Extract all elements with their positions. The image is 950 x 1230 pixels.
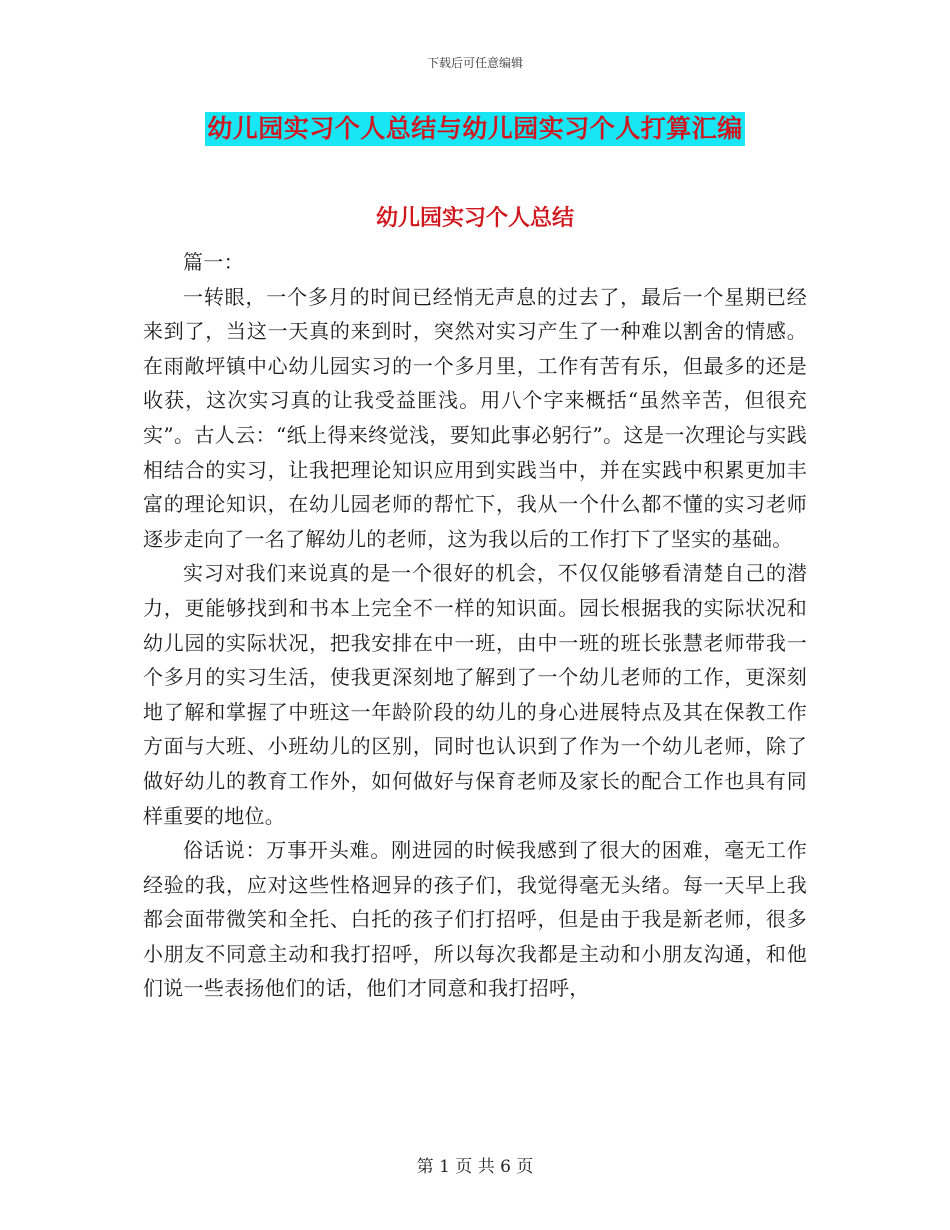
section-title: 幼儿园实习个人总结 xyxy=(375,205,574,231)
document-title xyxy=(0,112,950,146)
document-title-text: 幼儿园实习个人总结与幼儿园实习个人打算汇编 xyxy=(205,112,745,146)
paragraph: 俗话说：万事开头难。刚进园的时候我感到了很大的困难，毫无工作经验的我，应对这些性格迥异的孩子们，我觉得毫无头绪。每一天早上我都会面带微笑和全托、白托的孩子们打招呼，但是由于我是新老师，很多小朋友不同意主动和我打招呼，所以每次我都是主动和小朋友沟通，和他们说一些表扬他们的话，他们才同意和我打招呼， xyxy=(143,838,807,1001)
paragraph: 一转眼，一个多月的时间已经悄无声息的过去了，最后一个星期已经来到了，当这一天真的来到时，突然对实习产生了一种难以割舍的情感。在雨敞坪镇中心幼儿园实习的一个多月里，工作有苦有乐，但最多的还是收获，这次实习真的让我受益匪浅。用八个字来概括“虽然辛苦，但很充实”。古人云：“纸上得来终觉浅，要知此事必躬行”。这是一次理论与实践相结合的实习，让我把理论知识应用到实践当中，并在实践中积累更加丰富的理论知识，在幼儿园老师的帮忙下，我从一个什么都不懂的实习老师逐步走向了一名了解幼儿的老师，这为我以后的工作打下了坚实的基础。 xyxy=(143,284,807,551)
header-note: 下载后可任意编辑 xyxy=(426,56,523,70)
paragraph: 实习对我们来说真的是一个很好的机会，不仅仅能够看清楚自己的潜力，更能够找到和书本上完全不一样的知识面。园长根据我的实际状况和幼儿园的实际状况，把我安排在中一班，由中一班的班长张慧老师带我一个多月的实习生活，使我更深刻地了解到了一个幼儿老师的工作，更深刻地了解和掌握了中班这一年龄阶段的幼儿的身心进展特点及其在保教工作方面与大班、小班幼儿的区别，同时也认识到了作为一个幼儿老师，除了做好幼儿的教育工作外，如何做好与保育老师及家长的配合工作也具有同样重要的地位。 xyxy=(143,561,807,828)
page-footer: 第 1 页 共 6 页 xyxy=(416,1157,534,1177)
paragraph-label: 篇一： xyxy=(183,250,244,274)
body-text xyxy=(143,245,807,1006)
